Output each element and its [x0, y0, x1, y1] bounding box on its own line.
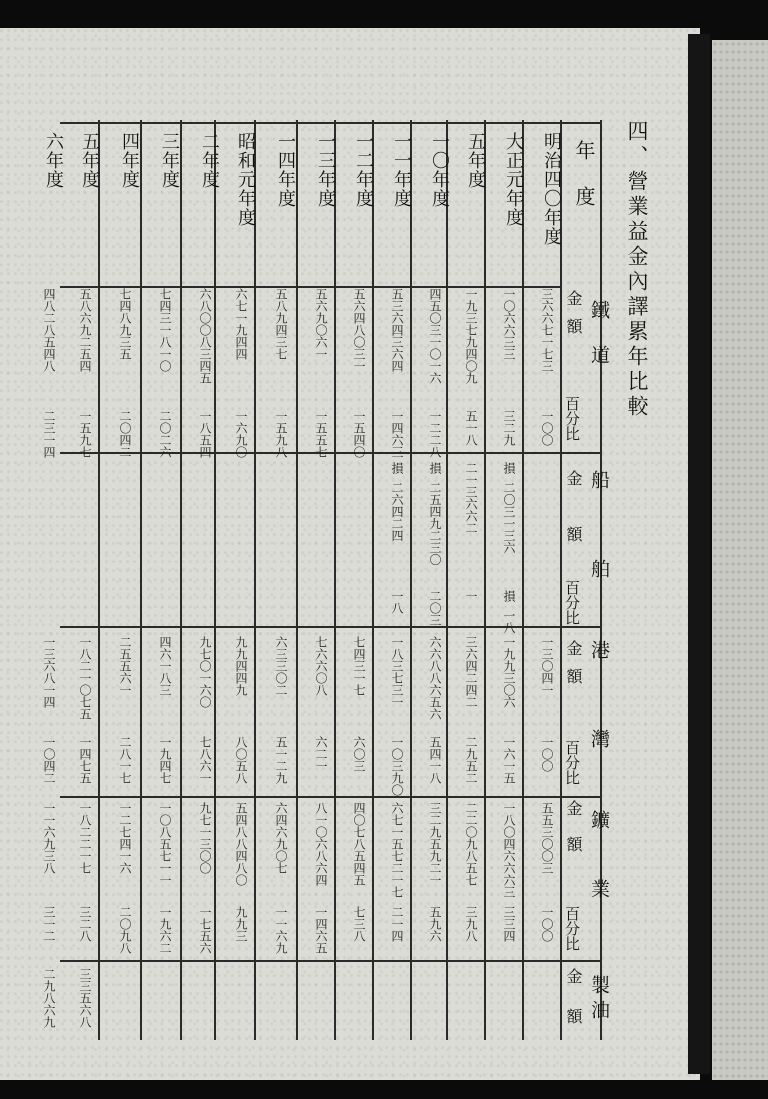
section-rule: [60, 452, 600, 454]
header-ship: 船舶: [588, 470, 610, 648]
table-cell-rail-amt: 一九三七九四〇九: [464, 288, 478, 384]
table-cell-rail-pct: 一五九八: [274, 410, 288, 458]
table-cell-ship-pct: 損 一八: [502, 590, 516, 634]
table-cell-mine-pct: 五九六: [428, 906, 442, 942]
table-cell-rail-pct: 一六九〇: [234, 410, 248, 458]
table-cell-mine-pct: 一〇〇: [540, 906, 554, 942]
table-cell-harbor-amt: 一三〇四一: [540, 636, 554, 696]
table-cell-harbor-pct: 二九五二: [464, 736, 478, 784]
table-cell-oil-amt: 二九八六九: [42, 968, 56, 1028]
row-divider: [334, 120, 336, 1040]
table-cell-harbor-amt: 七四三一七: [352, 636, 366, 696]
header-rail-percent: 百分比: [563, 396, 581, 441]
header-year: 年度: [572, 140, 596, 232]
table-cell-harbor-pct: 七八六一: [198, 736, 212, 784]
table-cell-rail-pct: 一二二八: [428, 410, 442, 458]
table-cell-harbor-amt: 三六四二四二: [464, 636, 478, 708]
table-cell-mine-amt: 一二七四一六: [118, 802, 132, 874]
table-cell-harbor-amt: 一八三七三一: [390, 636, 404, 708]
table-cell-harbor-amt: 四六一八三: [158, 636, 172, 696]
header-ship-amount: 金額: [564, 470, 583, 582]
row-divider: [180, 120, 182, 1040]
table-cell-rail-amt: 六七一九四四: [234, 288, 248, 360]
header-mine-amount: 金額: [564, 800, 583, 872]
section-rule: [60, 960, 600, 962]
row-divider: [98, 120, 100, 1040]
table-cell-mine-pct: 三二八: [78, 906, 92, 942]
table-cell-harbor-pct: 二八一七: [118, 736, 132, 784]
row-divider: [522, 120, 524, 1040]
year-label: 五年度: [79, 132, 100, 189]
table-cell-oil-amt: 三三五六八: [78, 968, 92, 1028]
table-cell-ship-pct: 一八: [390, 590, 404, 614]
table-cell-rail-pct: 二〇四二: [118, 410, 132, 458]
year-label: 五年度: [465, 132, 486, 189]
header-railway: 鐵道: [588, 300, 610, 390]
table-cell-mine-amt: 三二九五九二一: [428, 802, 442, 886]
table-cell-mine-amt: 一八二二一七: [78, 802, 92, 874]
table-cell-mine-pct: 一九六二: [158, 906, 172, 954]
header-harbor: 港灣: [588, 640, 610, 818]
table-cell-mine-pct: 七三八: [352, 906, 366, 942]
table-cell-harbor-pct: 一〇四二: [42, 736, 56, 784]
header-harbor-amount: 金額: [564, 640, 583, 696]
table-cell-rail-amt: 三六六七一七三: [540, 288, 554, 372]
table-cell-rail-amt: 一〇六六三三: [502, 288, 516, 360]
year-label: 六年度: [43, 132, 64, 189]
table-cell-mine-pct: 三三四: [502, 906, 516, 942]
table-cell-rail-amt: 五六九〇六一: [314, 288, 328, 360]
year-label: 二年度: [199, 132, 220, 189]
table-cell-mine-amt: 五四八八四八〇: [234, 802, 248, 886]
table-cell-rail-amt: 四五〇三一〇一六: [428, 288, 442, 384]
table-cell-mine-amt: 八一〇六八六四: [314, 802, 328, 886]
year-label: 一三年度: [315, 132, 336, 208]
table-cell-harbor-pct: 一〇〇: [540, 736, 554, 772]
table-cell-harbor-pct: 五一二九: [274, 736, 288, 784]
row-divider: [254, 120, 256, 1040]
table-cell-mine-amt: 二二〇九八五七: [464, 802, 478, 886]
year-label: 明治四〇年度: [541, 132, 562, 246]
table-cell-mine-pct: 一四六五: [314, 906, 328, 954]
table-cell-rail-amt: 五三六四三六四: [390, 288, 404, 372]
table-cell-ship-pct: 二〇三: [428, 590, 442, 626]
book-binding: [688, 34, 710, 1074]
table-cell-harbor-pct: 一六一五: [502, 736, 516, 784]
table-cell-mine-amt: 四〇七八五四五: [352, 802, 366, 886]
table-cell-mine-amt: 六七一五七二一七: [390, 802, 404, 898]
section-rule: [60, 796, 600, 798]
table-cell-rail-amt: 六八〇〇八三四五: [198, 288, 212, 384]
table-cell-rail-pct: 一〇〇: [540, 410, 554, 446]
table-cell-rail-pct: 二三一四: [42, 410, 56, 458]
table-cell-harbor-amt: 六六八八六五六: [428, 636, 442, 720]
year-label: 昭和元年度: [235, 132, 256, 227]
table-cell-rail-pct: 一五九七: [78, 410, 92, 458]
table-cell-harbor-pct: 六二一: [314, 736, 328, 772]
year-label: 一〇年度: [429, 132, 450, 208]
table-cell-rail-pct: 一五四〇: [352, 410, 366, 458]
header-harbor-percent: 百分比: [563, 740, 581, 785]
table-cell-mine-amt: 六四六九〇七: [274, 802, 288, 874]
row-divider: [296, 120, 298, 1040]
year-label: 四年度: [119, 132, 140, 189]
row-divider: [410, 120, 412, 1040]
table-cell-rail-pct: 一五五七: [314, 410, 328, 458]
table-cell-mine-amt: 五五三〇〇三: [540, 802, 554, 874]
table-cell-mine-pct: 二〇九八: [118, 906, 132, 954]
year-label: 一四年度: [275, 132, 296, 208]
table-cell-ship-amt: 損 二五四九二三〇: [428, 462, 442, 566]
table-cell-harbor-pct: 一四七五: [78, 736, 92, 784]
table-cell-rail-pct: 五一八: [464, 410, 478, 446]
row-divider: [484, 120, 486, 1040]
table-cell-mine-amt: 九七一三〇〇: [198, 802, 212, 874]
row-divider: [214, 120, 216, 1040]
year-label: 一二年度: [353, 132, 374, 208]
table-cell-mine-pct: 二一四: [390, 906, 404, 942]
header-ship-percent: 百分比: [563, 580, 581, 625]
table-cell-harbor-amt: 一八二一〇七五: [78, 636, 92, 720]
table-cell-mine-pct: 三九八: [464, 906, 478, 942]
table-cell-harbor-amt: 九九四四九: [234, 636, 248, 696]
table-cell-mine-pct: 一七五六: [198, 906, 212, 954]
table-cell-harbor-pct: 六〇三: [352, 736, 366, 772]
table-cell-ship-amt: 損 二〇三一三六: [502, 462, 516, 554]
table-cell-ship-amt: 二一三六六二: [464, 462, 478, 534]
year-label: 三年度: [159, 132, 180, 189]
row-divider: [372, 120, 374, 1040]
table-cell-ship-pct: 一: [464, 590, 478, 602]
table-cell-mine-pct: 一一六九: [274, 906, 288, 954]
table-title: 四、營業益金內譯累年比較: [625, 120, 649, 420]
table-cell-rail-amt: 四八二八五四八: [42, 288, 56, 372]
table-cell-rail-pct: 一八五四: [198, 410, 212, 458]
row-divider: [446, 120, 448, 1040]
table-cell-rail-pct: 一四六三: [390, 410, 404, 458]
header-oil: 製油: [588, 975, 610, 1025]
table-cell-ship-amt: 損 二六四二四: [390, 462, 404, 542]
table-cell-mine-pct: 三一二: [42, 906, 56, 942]
section-rule: [60, 626, 600, 628]
table-cell-rail-amt: 五八六九二五四: [78, 288, 92, 372]
table-cell-harbor-amt: 一九九三〇六: [502, 636, 516, 708]
table-cell-harbor-pct: 五四一八: [428, 736, 442, 784]
table-cell-mine-amt: 一八〇四六六六三: [502, 802, 516, 898]
table-cell-mine-amt: 一一六九三八: [42, 802, 56, 874]
row-divider: [140, 120, 142, 1040]
header-oil-amount: 金額: [564, 968, 583, 1048]
table-cell-harbor-amt: 二五五六一: [118, 636, 132, 696]
table-cell-harbor-amt: 六三三〇二: [274, 636, 288, 696]
table-cell-harbor-pct: 一九四七: [158, 736, 172, 784]
table-cell-harbor-amt: 七六六〇八: [314, 636, 328, 696]
table-cell-harbor-amt: 九七〇一六〇: [198, 636, 212, 708]
header-rail-amount: 金額: [564, 290, 583, 346]
table-cell-harbor-pct: 一〇三九〇: [390, 736, 404, 796]
header-mine: 鑛業: [588, 810, 610, 948]
table-cell-rail-amt: 七四三一八一〇: [158, 288, 172, 372]
table-cell-harbor-amt: 一三六八一四: [42, 636, 56, 708]
table-cell-mine-pct: 九九三: [234, 906, 248, 942]
year-label: 大正元年度: [503, 132, 524, 227]
page-margin-edge: [712, 40, 768, 1080]
header-mine-percent: 百分比: [563, 906, 581, 951]
table-cell-harbor-pct: 八〇五八: [234, 736, 248, 784]
table-cell-rail-pct: 二〇二六: [158, 410, 172, 458]
table-cell-rail-pct: 三二九: [502, 410, 516, 446]
table-cell-rail-amt: 五六四八〇三一: [352, 288, 366, 372]
table-cell-rail-amt: 七四八九三五: [118, 288, 132, 360]
table-cell-mine-amt: 一〇八五七一一: [158, 802, 172, 886]
table-cell-rail-amt: 五八九四三七: [274, 288, 288, 360]
year-label: 一一年度: [391, 132, 412, 208]
